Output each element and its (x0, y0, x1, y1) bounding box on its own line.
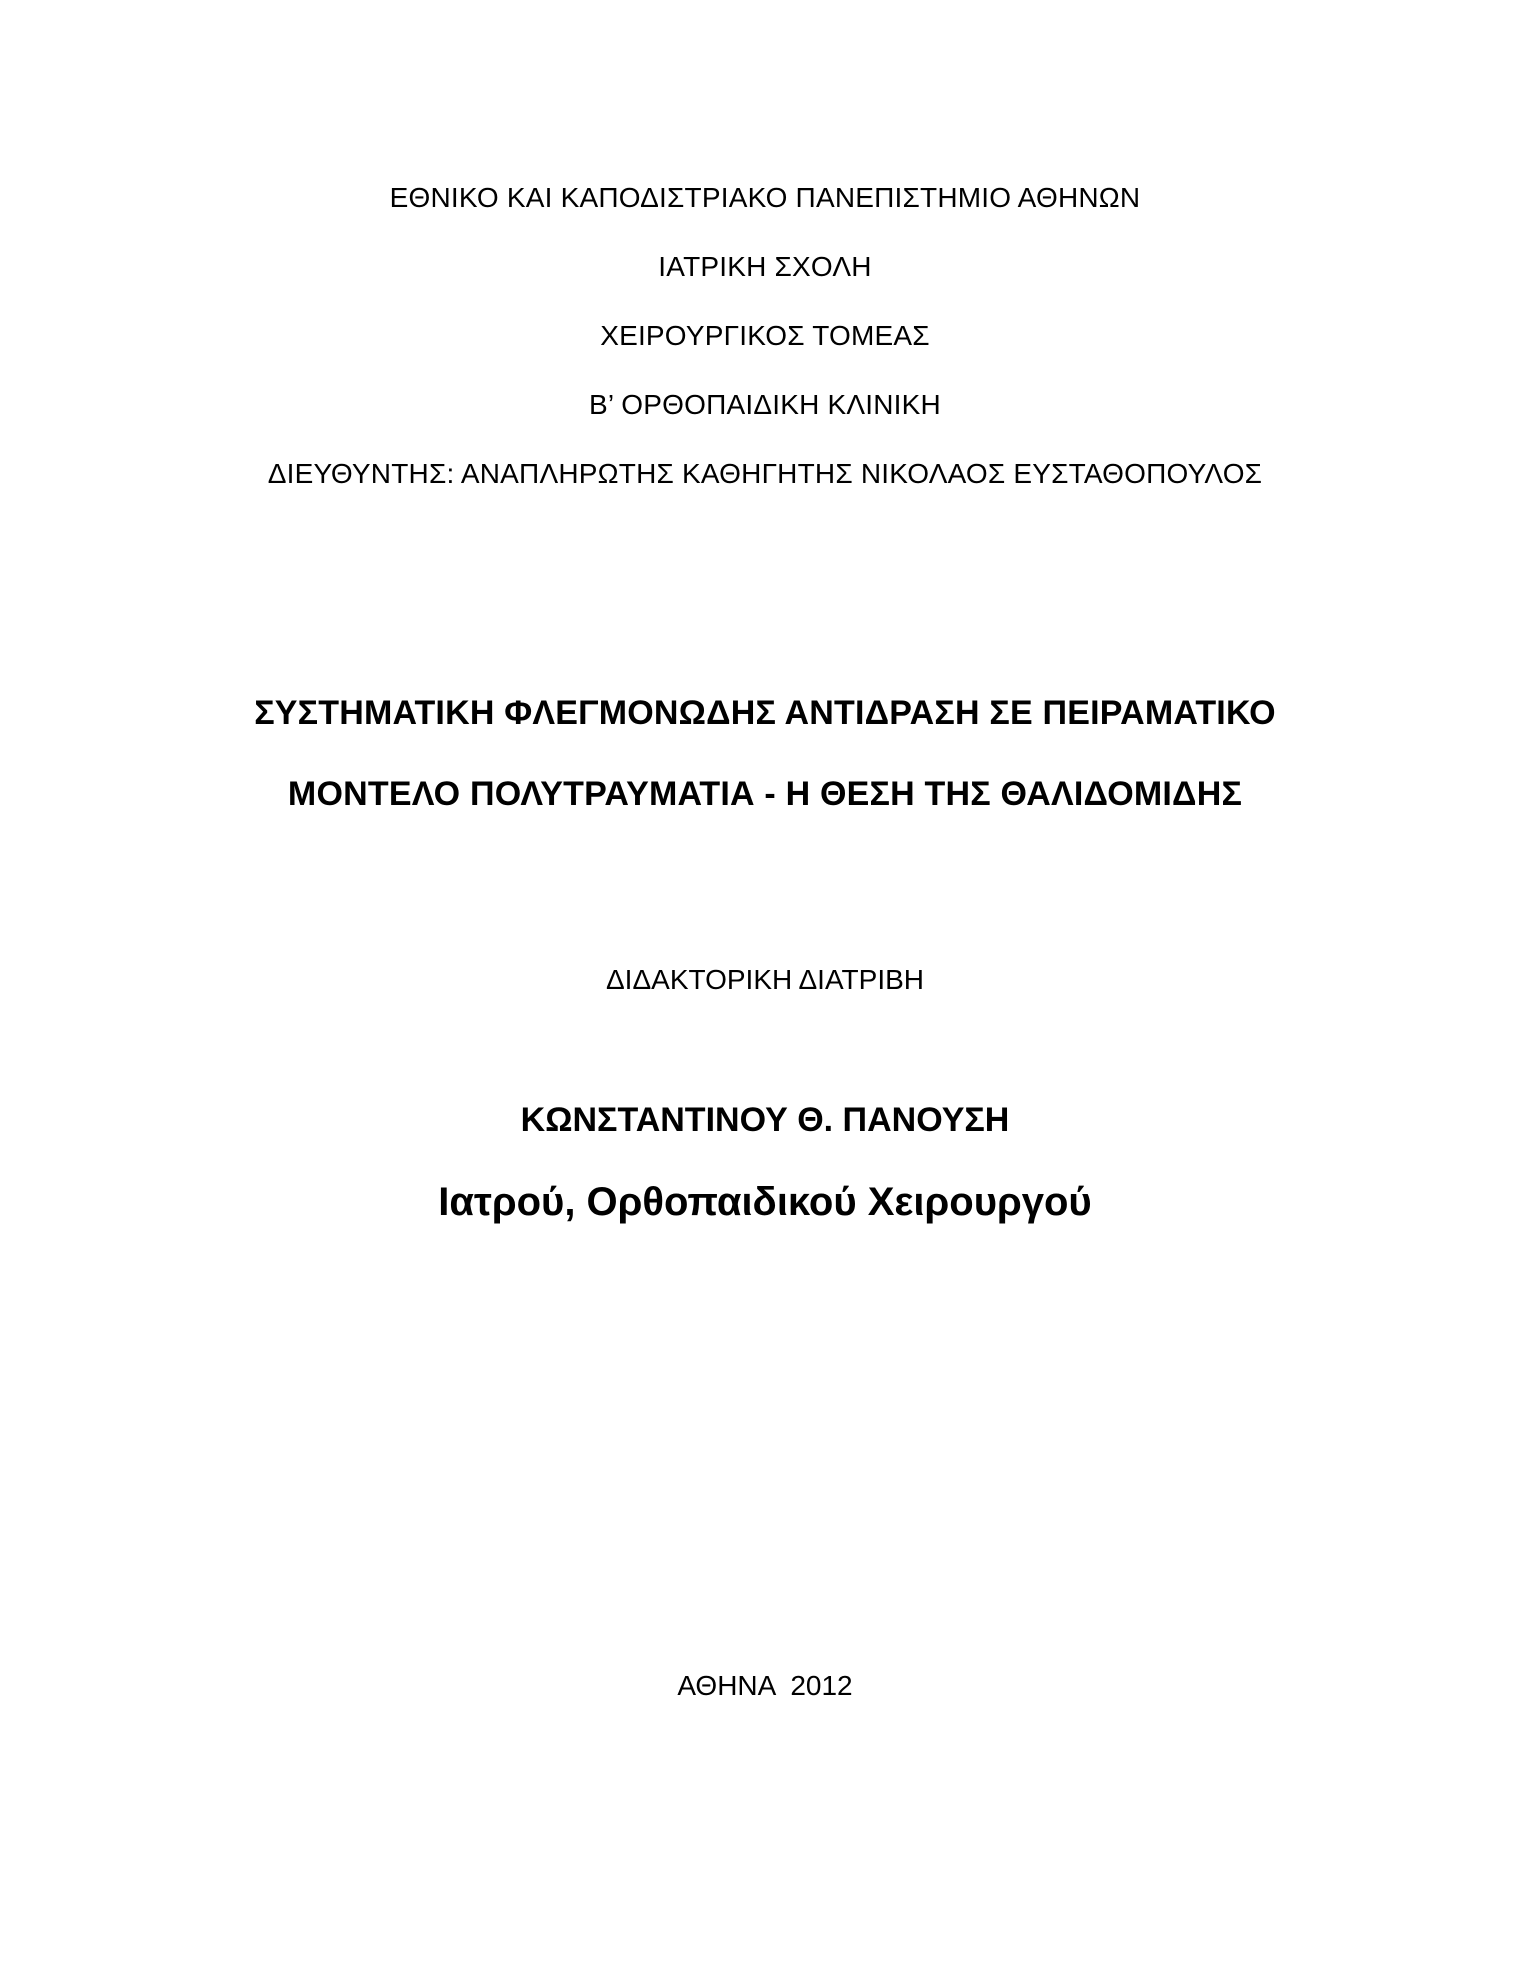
document-type: ΔΙΔΑΚΤΟΡΙΚΗ ΔΙΑΤΡΙΒΗ (605, 964, 925, 995)
thesis-title-line-2: ΜΟΝΤΕΛΟ ΠΟΛΥΤΡΑΥΜΑΤΙΑ - Η ΘΕΣΗ ΤΗΣ ΘΑΛΙΔΟΜΙΔΗΣ (287, 775, 1243, 813)
thesis-title-line-1: ΣΥΣΤΗΜΑΤΙΚΗ ΦΛΕΓΜΟΝΩΔΗΣ ΑΝΤΙΔΡΑΣΗ ΣΕ ΠΕΙΡΑΜΑΤΙΚΟ (254, 694, 1276, 732)
school-name: ΙΑΤΡΙΚΗ ΣΧΟΛΗ (658, 251, 872, 282)
university-name: ΕΘΝΙΚΟ ΚΑΙ ΚΑΠΟΔΙΣΤΡΙΑΚΟ ΠΑΝΕΠΙΣΤΗΜΙΟ ΑΘΗΝΩΝ (389, 182, 1141, 213)
place-and-year: ΑΘΗΝΑ 2012 (677, 1670, 853, 1701)
director-line: ΔΙΕΥΘΥΝΤΗΣ: ΑΝΑΠΛΗΡΩΤΗΣ ΚΑΘΗΓΗΤΗΣ ΝΙΚΟΛΑΟΣ ΕΥΣΤΑΘΟΠΟΥΛΟΣ (267, 458, 1263, 489)
department-name: ΧΕΙΡΟΥΡΓΙΚΟΣ ΤΟΜΕΑΣ (600, 320, 930, 351)
clinic-name: Β’ ΟΡΘΟΠΑΙΔΙΚΗ ΚΛΙΝΙΚΗ (589, 389, 941, 420)
author-name: ΚΩΝΣΤΑΝΤΙΝΟΥ Θ. ΠΑΝΟΥΣΗ (520, 1101, 1010, 1139)
author-profession: Ιατρού, Ορθοπαιδικού Χειρουργού (438, 1180, 1092, 1224)
